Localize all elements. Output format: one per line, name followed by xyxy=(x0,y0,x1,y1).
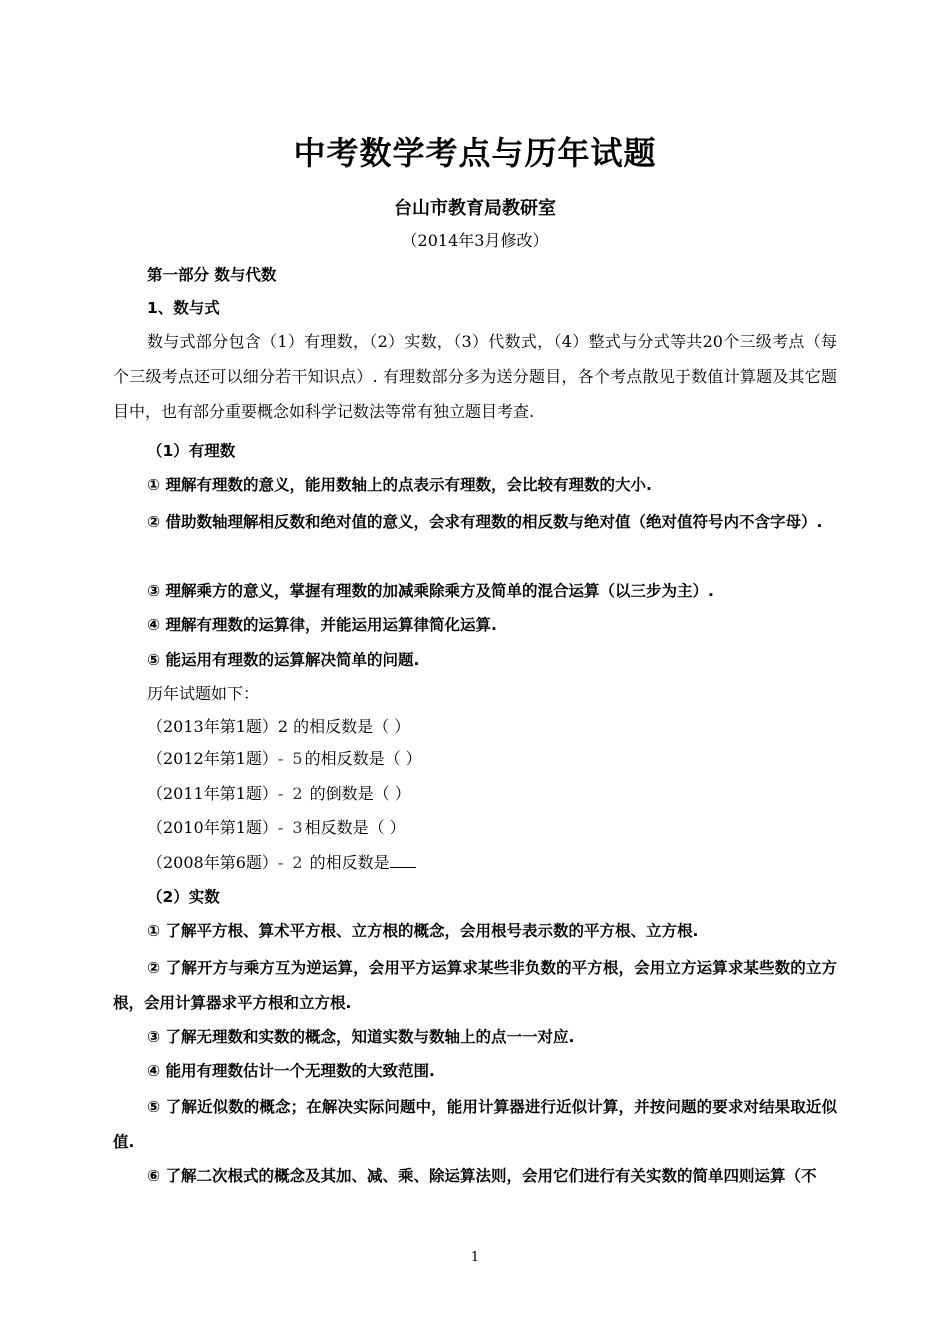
rational-item-3: ③ 理解乘方的意义，掌握有理数的加减乘除乘方及简单的混合运算（以三步为主）. xyxy=(147,582,714,600)
rational-item-4: ④ 理解有理数的运算律，并能运用运算律简化运算. xyxy=(147,616,497,634)
subsection-real: （2）实数 xyxy=(147,888,220,906)
organization: 台山市教育局教研室 xyxy=(394,198,556,219)
answer-blank xyxy=(390,851,416,868)
page-title: 中考数学考点与历年试题 xyxy=(293,134,657,172)
intro-paragraph: 数与式部分包含（1）有理数，（2）实数，（3）代数式，（4）整式与分式等共20个三级考点（每个三级考点还可以细分若干知识点）. 有理数部分多为送分题目，各个考点散见于数值计算题及其它题目中，也有部分重要概念如科学记数法等常有独立题目考查. xyxy=(113,332,837,421)
question-prefix: （2012年第1题） xyxy=(147,749,278,768)
rational-item-1: ① 理解有理数的意义，能用数轴上的点表示有理数，会比较有理数的大小. xyxy=(147,476,652,494)
question-suffix: 的相反数是（ ） xyxy=(304,749,422,768)
revision-date: （2014年3月修改） xyxy=(401,231,549,250)
math-expression: - 3 xyxy=(277,818,305,837)
question-2008 xyxy=(147,851,843,874)
math-expression: - 2 xyxy=(277,784,305,803)
question-2013 xyxy=(147,716,843,738)
question-suffix: 的相反数是 xyxy=(304,853,390,872)
rational-item-2: ② 借助数轴理解相反数和绝对值的意义，会求有理数的相反数与绝对值（绝对值符号内不含字母）. xyxy=(147,513,823,531)
real-item-5: ⑤ 了解近似数的概念；在解决实际问题中，能用计算器进行近似计算，并按问题的要求对结果取近似值. xyxy=(113,1098,837,1151)
question-2010 xyxy=(147,817,843,839)
part-heading: 第一部分 数与代数 xyxy=(147,266,277,284)
real-item-1: ① 了解平方根、算术平方根、立方根的概念，会用根号表示数的平方根、立方根. xyxy=(147,922,699,940)
section-heading: 1、数与式 xyxy=(147,299,220,317)
real-item-4: ④ 能用有理数估计一个无理数的大致范围. xyxy=(147,1062,435,1080)
question-2012 xyxy=(147,748,843,770)
subsection-rational: （1）有理数 xyxy=(147,442,236,460)
real-item-2: ② 了解开方与乘方互为逆运算，会用平方运算求某些非负数的平方根，会用立方运算求某些数的立方根，会用计算器求平方根和立方根. xyxy=(113,959,837,1012)
math-expression: - 2 xyxy=(277,853,305,872)
rational-item-5: ⑤ 能运用有理数的运算解决简单的问题. xyxy=(147,651,420,669)
question-text: （2013年第1题）2 的相反数是（ ） xyxy=(147,717,411,736)
page-number: 1 xyxy=(470,1250,480,1265)
question-prefix: （2008年第6题） xyxy=(147,853,278,872)
math-expression: - 5 xyxy=(277,749,305,768)
question-prefix: （2010年第1题） xyxy=(147,818,278,837)
history-label: 历年试题如下： xyxy=(147,684,260,703)
real-item-3: ③ 了解无理数和实数的概念，知道实数与数轴上的点一一对应. xyxy=(147,1028,575,1046)
question-2011 xyxy=(147,783,843,805)
real-item-6: ⑥ 了解二次根式的概念及其加、减、乘、除运算法则，会用它们进行有关实数的简单四则运算（不 xyxy=(147,1167,817,1185)
question-suffix: 相反数是（ ） xyxy=(304,818,406,837)
question-prefix: （2011年第1题） xyxy=(147,784,278,803)
question-suffix: 的倒数是（ ） xyxy=(304,784,411,803)
